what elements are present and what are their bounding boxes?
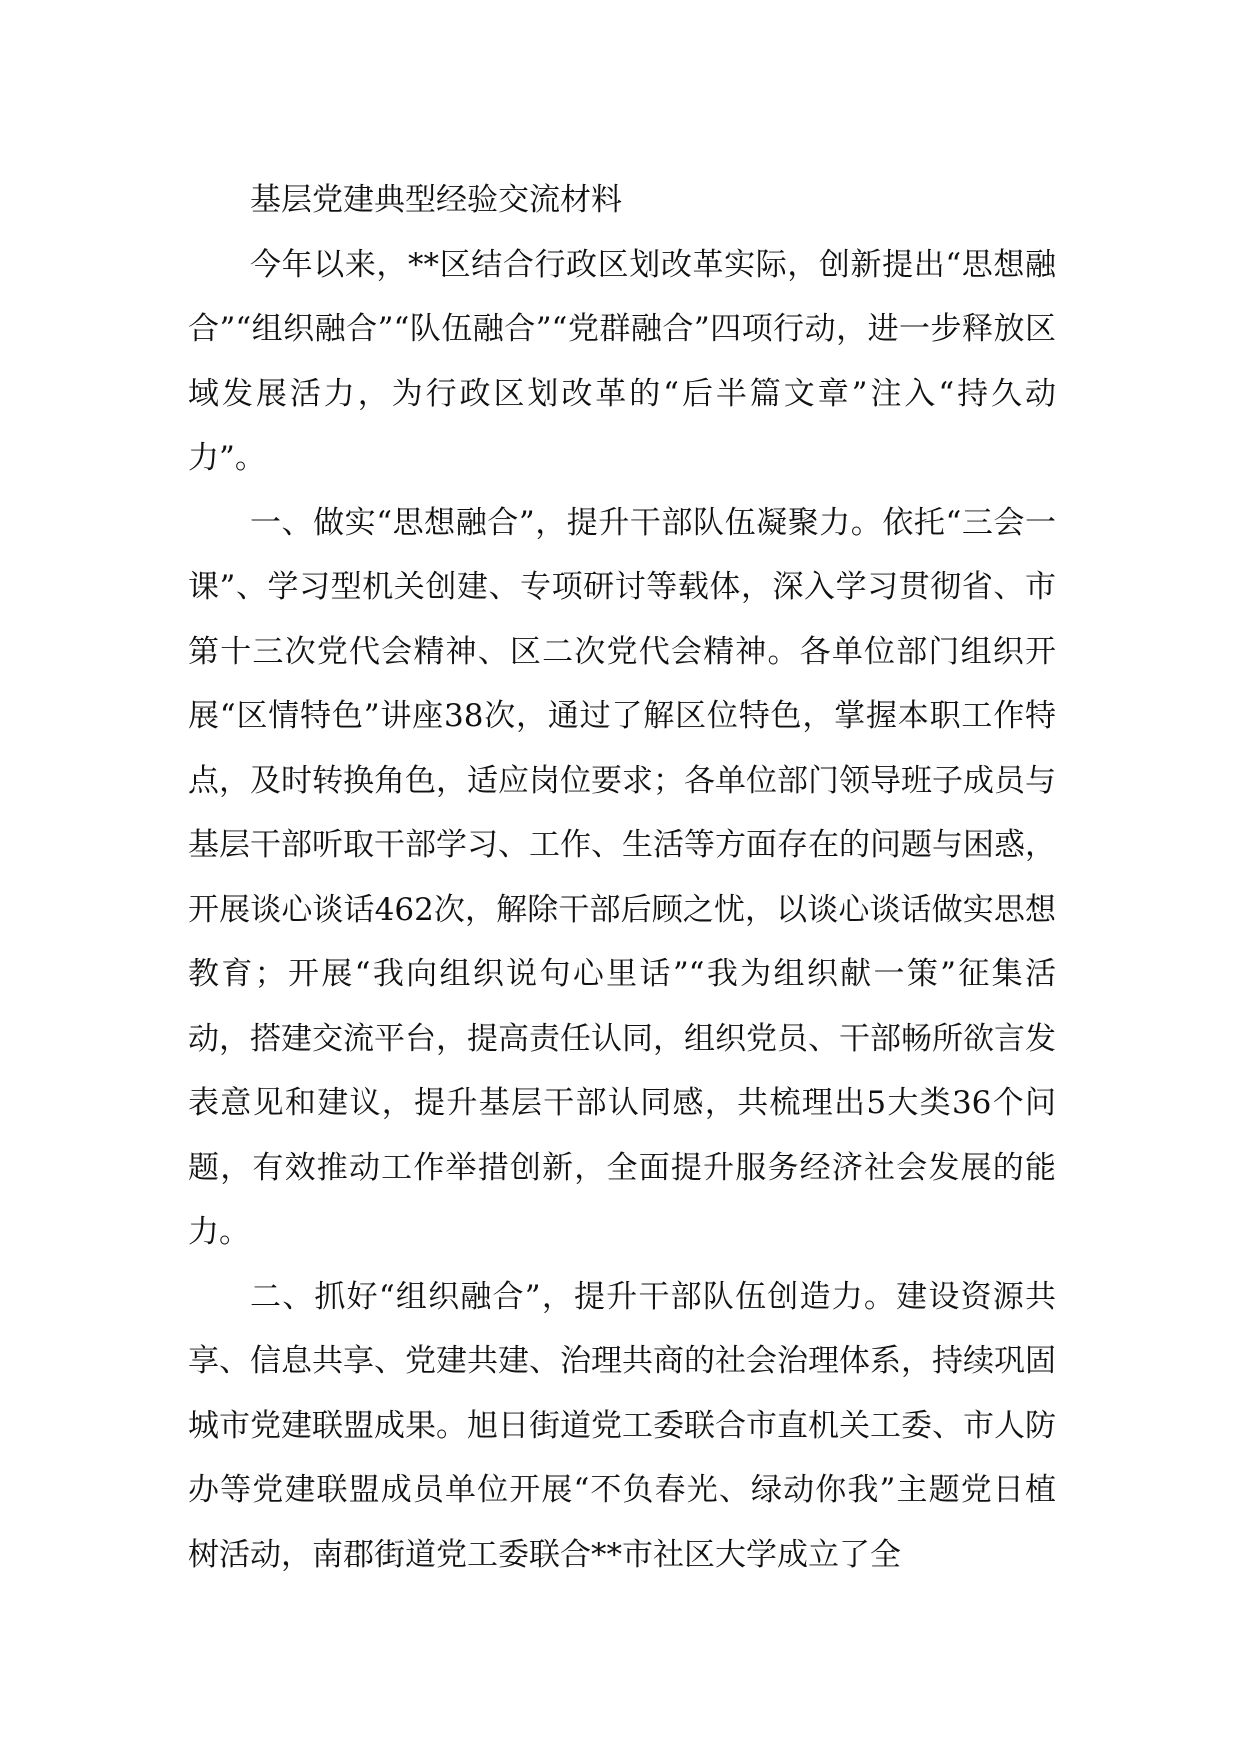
- paragraph-intro: 今年以来，**区结合行政区划改革实际，创新提出“思想融合”“组织融合”“队伍融合”“党群融合”四项行动，进一步释放区域发展活力，为行政区划改革的“后半篇文章”注入“持久动力”。: [188, 246, 1056, 476]
- paragraph-section-one: 一、做实“思想融合”，提升干部队伍凝聚力。依托“三会一课”、学习型机关创建、专项研讨等载体，深入学习贯彻省、市第十三次党代会精神、区二次党代会精神。各单位部门组织开展“区情特色”讲座38次，通过了解区位特色，掌握本职工作特点，及时转换角色，适应岗位要求；各单位部门领导班子成员与基层干部听取干部学习、工作、生活等方面存在的问题与困惑，开展谈心谈话462次，解除干部后顾之忧，以谈心谈话做实思想教育；开展“我向组织说句心里话”“我为组织献一策”征集活动，搭建交流平台，提高责任认同，组织党员、干部畅所欲言发表意见和建议，提升基层干部认同感，共梳理出5大类36个问题，有效推动工作举措创新，全面提升服务经济社会发展的能力。: [188, 504, 1056, 1250]
- document-body: [188, 168, 1056, 1587]
- paragraph-section-two: 二、抓好“组织融合”，提升干部队伍创造力。建设资源共享、信息共享、党建共建、治理共商的社会治理体系，持续巩固城市党建联盟成果。旭日街道党工委联合市直机关工委、市人防办等党建联盟成员单位开展“不负春光、绿动你我”主题党日植树活动，南郡街道党工委联合**市社区大学成立了全: [188, 1278, 1056, 1573]
- document-title: 基层党建典型经验交流材料: [250, 182, 622, 218]
